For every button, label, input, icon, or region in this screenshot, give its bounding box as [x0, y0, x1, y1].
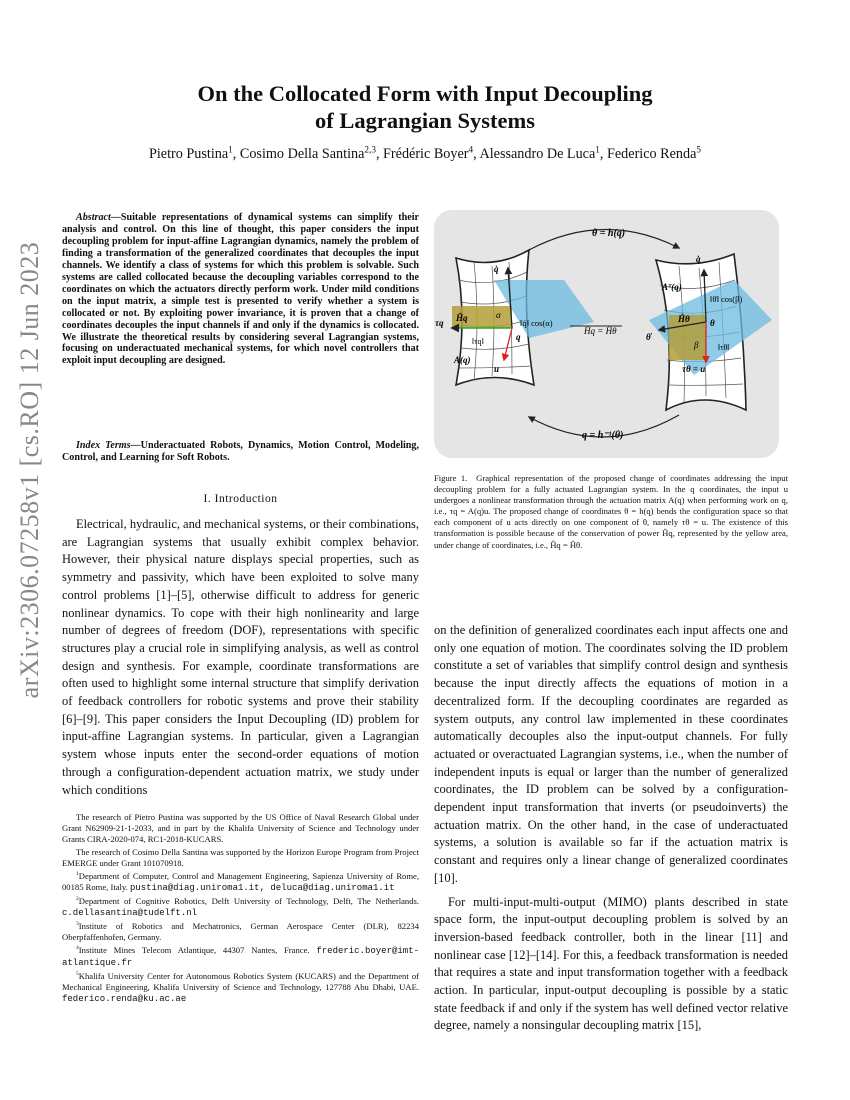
- svg-text:β: β: [694, 340, 699, 350]
- svg-text:τθ = u: τθ = u: [682, 364, 706, 374]
- right-column-body: [434, 622, 788, 1035]
- svg-text:Ĥθ: Ĥθ: [678, 314, 690, 324]
- bottom-map-label: q = h⁻¹(θ): [582, 430, 624, 441]
- paragraph: on the definition of generalized coordinates each input affects one and only one equation of motion. The coordinates solving the ID problem constitute a set of variables that simplify control design and synthesis because the input directly affects the equations of motion in a decentralized form. If the decoupling coordinates are regarded as system outputs, any control law implemented in these coordinates automatically decouples also the input-output channels. For fully actuated or overactuated Lagrangian systems, i.e., when the number of independent inputs is equal or larger than the number of generalized coordinates, the ID problem can be solved by a configuration-dependent input transformation that inverts (or pseudoinverts) the actuation matrix. On the other hand, in the case of underactuated systems, a solution is available so far if the actuation matrix is constant and requires only a linear change of generalized coordinates [10].: [434, 623, 788, 885]
- footnote: The research of Cosimo Della Santina was supported by the Horizon Europe Program from Project EMERGE under Grant 101070918.: [62, 847, 419, 868]
- figure-diagram: [434, 210, 779, 458]
- arxiv-stamp: arXiv:2306.07258v1 [cs.RO] 12 Jun 2023: [15, 241, 44, 699]
- affiliation: $^5$Khalifa University Center for Autonomous Robotics System (KUCARS) and the Department of Mechanical Engineering, Khalifa University of Science and Technology, 127788 Abu Dhabi, UAE. federico.renda@ku.ac.ae: [62, 971, 419, 1004]
- author: Pietro Pustina: [148, 146, 229, 162]
- author: Frédéric Boyer: [383, 146, 469, 162]
- svg-text:q: q: [516, 332, 521, 342]
- caption-label: Figure 1.: [434, 473, 468, 483]
- title-line-2: of Lagrangian Systems: [314, 108, 535, 133]
- figure-caption: [434, 473, 788, 551]
- author: Cosimo Della Santina: [239, 146, 365, 162]
- figure-1: [434, 210, 779, 458]
- caption-text: Graphical representation of the proposed change of coordinates addressing the input decoupling problem for a fully actuated Lagrangian system. In the q coordinates, the input u undergoes a nonlinear transformation through the actuation matrix A(q) when performing work on q, i.e., τq = A(q)u. The proposed change of coordinates θ = h(q) bends the configuration space so that each component of u acts directly on one component of θ, namely τθ = u. The existence of this transformation is possible because of the conservation of power Ĥq, represented by the yellow area, under change of coordinates, i.e., Ĥq = Ĥθ.: [434, 473, 788, 550]
- author: Alessandro De Luca: [479, 146, 596, 162]
- intro-paragraph: Electrical, hydraulic, and mechanical systems, or their combinations, are Lagrangian systems that usually exhibit complex behavior. However, their physical nature displays special properties, such as symmetry and passivity, which have been exploited to solve many control problems [1]–[5], otherwise difficult to address for generic nonlinear dynamics. To cope with their high nonlinearity and large number of degrees of freedom (DOF), representations with specific structures play a crucial role in simplifying analysis, as well as control design and synthesis. For example, coordinate transformations are often used to highlight some internal structure that simplify derivation of feedback controllers for robotic systems and prove their stability [6]–[9]. This paper considers the Input Decoupling (ID) problem for input-affine Lagrangian systems. In particular, given a Lagrangian system whose inputs enter the second-order equations of motion through a configuration-dependent actuation matrix, we study under which conditions: [62, 517, 419, 797]
- title-line-1: On the Collocated Form with Input Decoupling: [197, 81, 653, 106]
- svg-text:α: α: [496, 310, 501, 320]
- svg-text:θ̇: θ̇: [646, 332, 651, 342]
- paragraph: For multi-input-multi-output (MIMO) plants described in state space form, the input-output decoupling problem is solved by an inversion-based feedback controller, both in the linear [11] and nonlinear case [12]–[14]. For this, a feedback transformation is needed that requires a state and input transformation together with a feedback action. In particular, input-output decoupling is possible by a static state feedback if and only if the system has well defined vector relative degree, namely a nonsingular decoupling matrix [15],: [434, 894, 788, 1033]
- abstract-label: Abstract—: [76, 212, 121, 223]
- svg-text:θ: θ: [710, 318, 715, 328]
- index-text: Underactuated Robots, Dynamics, Motion Control, Modeling, Control, and Learning for Soft Robots.: [62, 440, 419, 463]
- svg-text:τq: τq: [435, 318, 444, 328]
- index-terms: [62, 440, 419, 464]
- section-heading: I. Introduction: [203, 493, 278, 505]
- affiliation: $^4$Institute Mines Telecom Atlantique, 44307 Nantes, France. frederic.boyer@imt-atlantique.fr: [62, 945, 419, 968]
- author-list: Pietro Pustina$^1$, Cosimo Della Santina$^{2,3}$, Frédéric Boyer$^4$, Alessandro De Luca$^1$, Federico Renda$^5$: [148, 144, 702, 162]
- svg-text:q̇: q̇: [494, 264, 499, 274]
- svg-text:‖τq‖: ‖τq‖: [472, 337, 484, 346]
- affiliation: $^1$Department of Computer, Control and Management Engineering, Sapienza University of Rome, 00185 Rome, Italy. pustina@diag.uniroma1.it, deluca@diag.uniroma1.it: [62, 871, 419, 893]
- author: Federico Renda: [606, 146, 697, 162]
- svg-text:Ĥq: Ĥq: [456, 313, 468, 323]
- footnote: The research of Pietro Pustina was supported by the US Office of Naval Research Global under Grant N62909-21-1-2033, and in part by the Khalifa University of Science and Technology under Grants CIRA-2020-074, RC1-2018-KUCARS.: [62, 812, 419, 844]
- svg-text:‖q̇‖ cos(α): ‖q̇‖ cos(α): [520, 318, 553, 328]
- affiliation: $^3$Institute of Robotics and Mechatronics, German Aerospace Center (DLR), 82234 Oberpfaffenhofen, Germany.: [62, 921, 419, 942]
- svg-text:Aᵀ(q): Aᵀ(q): [662, 282, 682, 292]
- abstract: [62, 212, 419, 367]
- top-map-label: θ = h(q): [592, 228, 626, 239]
- svg-text:‖τθ‖: ‖τθ‖: [718, 343, 730, 352]
- affiliation: $^2$Department of Cognitive Robotics, Delft University of Technology, Delft, The Netherlands. c.dellasantina@tudelft.nl: [62, 896, 419, 918]
- svg-text:A(q): A(q): [454, 355, 471, 365]
- svg-text:‖θ̇‖ cos(β): ‖θ̇‖ cos(β): [710, 294, 743, 304]
- equality-label: Ĥq = Ĥθ: [584, 326, 617, 336]
- footnotes: [62, 812, 419, 1007]
- paper-title: [100, 80, 750, 134]
- index-label: Index Terms—: [76, 440, 141, 451]
- abstract-text: Suitable representations of dynamical systems can simplify their analysis and control. On this line of thought, this paper considers the input decoupling problem for input-affine Lagrangian dynamics, namely the problem of finding a transformation of the generalized coordinates that decouples the input channels. We identify a class of systems for which this problem is solvable. Such systems are called collocated because the decoupling variables correspond to the coordinates on which the actuators directly perform work. Under mild conditions on the input matrix, a simple test is presented to verify whether a system is collocated or not. By exploiting power invariance, it is proven that a change of coordinates decouples the input channels if and only if the dynamics is collocated. We illustrate the theoretical results by considering several Lagrangian systems, focusing on underactuated mechanical systems, for which novel controllers that exploit input decoupling are designed.: [62, 212, 419, 367]
- svg-text:q̇: q̇: [696, 254, 701, 264]
- svg-text:u: u: [494, 364, 500, 374]
